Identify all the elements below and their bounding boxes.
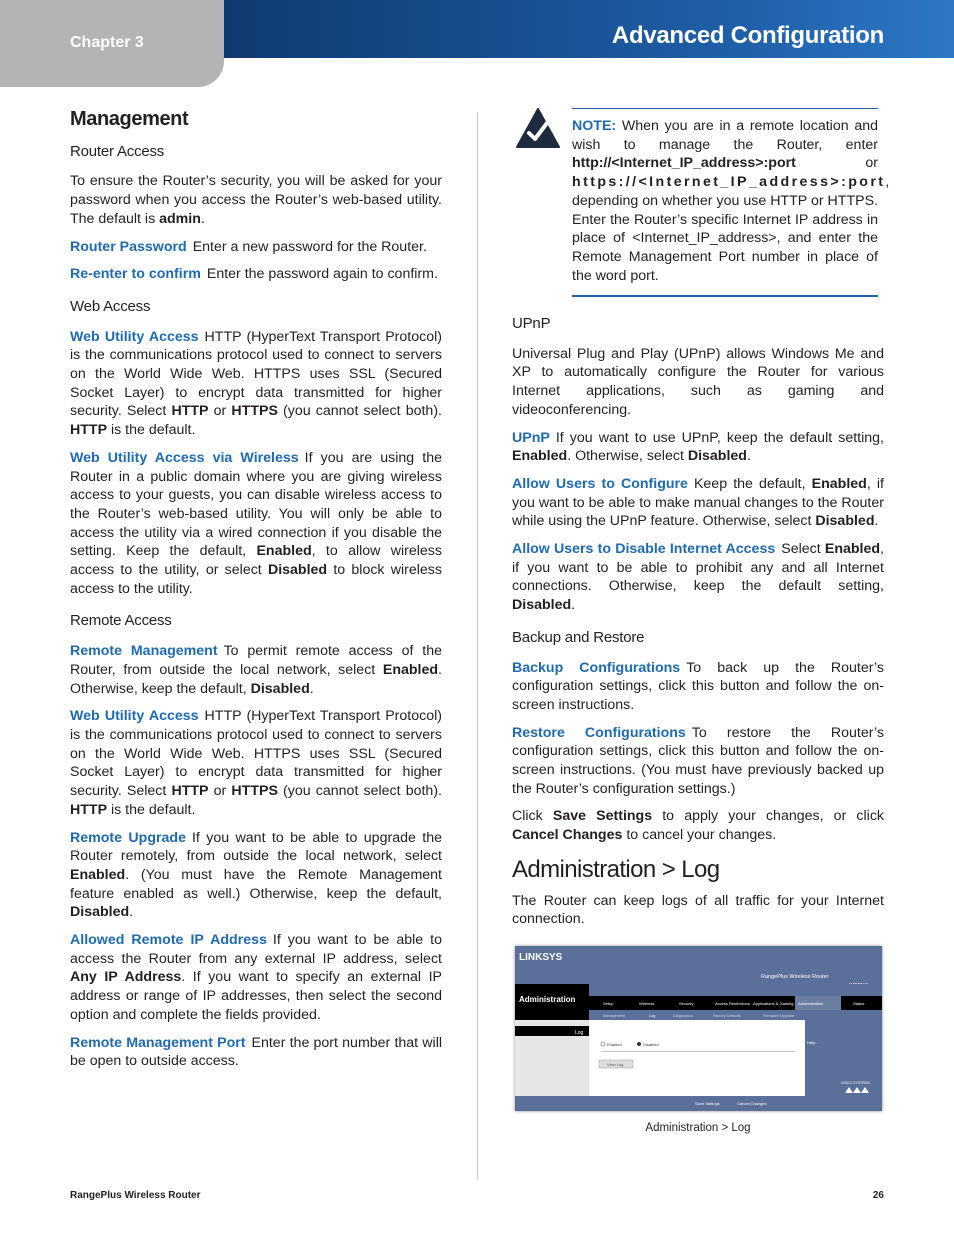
term-remote-management: Remote Management — [70, 643, 218, 660]
paragraph: Backup Configurations To back up the Router’s configuration settings, click this button and follow the on-screen instructions. — [512, 659, 884, 713]
paragraph: Web Utility Access HTTP (HyperText Transport Protocol) is the communications protocol used to connect to servers on the World Wide Web. HTTPS uses SSL (Secured Socket Layer) to encrypt data transmitted for higher security. Select HTTP or HTTPS (you cannot select both). HTTP is the default. — [70, 328, 442, 439]
term-remote-upgrade: Remote Upgrade — [70, 829, 186, 846]
heading-management: Management — [70, 108, 189, 130]
option-disabled[interactable]: Disabled — [643, 1042, 659, 1047]
checkmark-icon — [516, 108, 560, 148]
paragraph: Re-enter to confirm Enter the password again to confirm. — [70, 266, 438, 283]
term-web-utility-wireless: Web Utility Access via Wireless — [70, 449, 299, 466]
term-web-utility-access: Web Utility Access — [70, 328, 199, 345]
paragraph: The Router can keep logs of all traffic for your Internet connection. — [512, 892, 884, 928]
tab-setup[interactable]: Setup — [603, 1001, 614, 1006]
term-router-password: Router Password — [70, 238, 187, 255]
tab-administration[interactable]: Administration — [798, 1001, 824, 1006]
chapter-tab — [0, 0, 224, 87]
page-title: Advanced Configuration — [611, 22, 884, 49]
note-box — [512, 108, 890, 293]
router-brand: LINKSYS — [519, 952, 563, 963]
option-enabled[interactable]: Enabled — [607, 1042, 622, 1047]
subtab-factory-defaults[interactable]: Factory Defaults — [713, 1014, 741, 1018]
heading-backup-restore: Backup and Restore — [512, 628, 645, 646]
heading-remote-access: Remote Access — [70, 612, 172, 630]
subtab-firmware-upgrade[interactable]: Firmware Upgrade — [763, 1014, 795, 1018]
tab-status[interactable]: Status — [853, 1001, 865, 1006]
term-remote-management-port: Remote Management Port — [70, 1034, 246, 1051]
heading-router-access: Router Access — [70, 142, 165, 160]
paragraph: Remote Upgrade If you want to be able to upgrade the Router remotely, from outside the local network, select Enabled. (You must have the Remote Management feature enabled as well.) Otherwise, keep the default, Disabled. — [70, 829, 442, 921]
term-allowed-remote-ip: Allowed Remote IP Address — [70, 932, 267, 949]
term-web-utility-access-2: Web Utility Access — [70, 708, 199, 725]
term-restore-configurations: Restore Configurations — [512, 724, 686, 741]
paragraph: Web Utility Access via Wireless If you are using the Router in a public domain where you are giving wireless access to your guests, you can disable wireless access to the Router’s web-based utility. You will only be able to access the utility via a wired connection if you disable the setting. Keep the default, Enabled, to allow wireless access to the utility, or select Disabled to block wireless access to the utility. — [70, 449, 443, 597]
page-number: 26 — [872, 1190, 884, 1201]
subtab-log[interactable]: Log — [649, 1014, 656, 1018]
footer-product: RangePlus Wireless Router — [70, 1190, 201, 1201]
paragraph: Allowed Remote IP Address If you want to be able to access the Router from any external IP address, select Any IP Address. If you want to specify an external IP address or range of IP addresses, then select the second option and complete the fields provided. — [70, 932, 442, 1023]
router-section: Administration — [519, 995, 576, 1004]
subtab-management[interactable]: Management — [603, 1014, 626, 1018]
router-product: RangePlus Wireless Router — [761, 974, 829, 980]
tab-wireless[interactable]: Wireless — [639, 1001, 655, 1006]
tab-applications-gaming[interactable]: Applications & Gaming — [753, 1001, 794, 1006]
paragraph: Click Save Settings to apply your changes, or click Cancel Changes to cancel your changes. — [512, 808, 885, 844]
router-screenshot-figure — [515, 946, 882, 1111]
term-backup-configurations: Backup Configurations — [512, 659, 681, 676]
paragraph: Router Password Enter a new password for the Router. — [70, 238, 427, 255]
paragraph: Restore Configurations To restore the Router’s configuration settings, click this button and follow the on-screen instructions. (You must have previously backed up the Router’s configuration settings.) — [512, 724, 884, 797]
paragraph: To ensure the Router’s security, you will be asked for your password when you access the Router’s web-based utility. The default is admin. — [70, 173, 442, 227]
paragraph: Web Utility Access HTTP (HyperText Transport Protocol) is the communications protocol used to connect to servers on the World Wide Web. HTTPS uses SSL (Secured Socket Layer) to encrypt data transmitted for higher security. Select HTTP or HTTPS (you cannot select both). HTTP is the default. — [70, 708, 442, 818]
term-allow-users-configure: Allow Users to Configure — [512, 475, 688, 492]
tab-security[interactable]: Security — [679, 1001, 694, 1006]
cancel-changes-button[interactable]: Cancel Changes — [737, 1101, 767, 1106]
paragraph: Remote Management To permit remote access of the Router, from outside the local network, select Enabled. Otherwise, keep the default, Disabled. — [70, 643, 442, 697]
paragraph: Allow Users to Disable Internet Access Select Enabled, if you want to be able to prohibit any and all Internet connections. Otherwise, keep the default setting, Disabled. — [512, 541, 884, 614]
cisco-bridge-icon — [845, 1087, 869, 1093]
term-upnp: UPnP — [512, 429, 550, 446]
heading-web-access: Web Access — [70, 297, 151, 315]
cisco-logo: CISCO SYSTEMS — [841, 1081, 870, 1085]
figure-caption: Administration > Log — [645, 1122, 751, 1134]
paragraph: Remote Management Port Enter the port number that will be open to outside access. — [70, 1034, 443, 1070]
view-log-button[interactable]: View Log — [607, 1062, 624, 1067]
header-bar — [224, 0, 954, 58]
heading-administration-log: Administration > Log — [512, 855, 720, 883]
paragraph: Allow Users to Configure Keep the default, Enabled, if you want to be able to make manual changes to the Router while using the UPnP feature. Otherwise, select Disabled. — [512, 475, 884, 530]
router-help-link[interactable]: Help... — [807, 1040, 819, 1045]
column-divider — [477, 112, 478, 1180]
term-reenter: Re-enter to confirm — [70, 266, 201, 283]
paragraph: Universal Plug and Play (UPnP) allows Windows Me and XP to automatically configure the Router for various Internet applications, such as gaming and videoconferencing. — [512, 345, 884, 418]
router-screenshot — [515, 946, 882, 1111]
term-allow-users-disable: Allow Users to Disable Internet Access — [512, 541, 776, 558]
chapter-label: Chapter 3 — [70, 34, 144, 51]
right-column — [512, 108, 890, 938]
left-column — [70, 108, 442, 1080]
save-settings-button[interactable]: Save Settings — [695, 1101, 720, 1106]
note-text: NOTE: When you are in a remote location and wish to manage the Router, enter http://<Internet_IP_address>:port or https://<Internet_IP_address>:port, depending on whether you use HTTP or HTTPS. Enter the Router’s specific Internet IP address in place of <Internet_IP_address>, and enter the Remote Management Port number in place of the word port. — [572, 108, 878, 297]
heading-upnp: UPnP — [512, 315, 551, 332]
paragraph: UPnP If you want to use UPnP, keep the default setting, Enabled. Otherwise, select Disabled. — [512, 429, 884, 465]
subtab-diagnostics[interactable]: Diagnostics — [673, 1014, 693, 1018]
tab-access-restrictions[interactable]: Access Restrictions — [715, 1001, 750, 1006]
router-side-label: Log — [575, 1030, 584, 1036]
